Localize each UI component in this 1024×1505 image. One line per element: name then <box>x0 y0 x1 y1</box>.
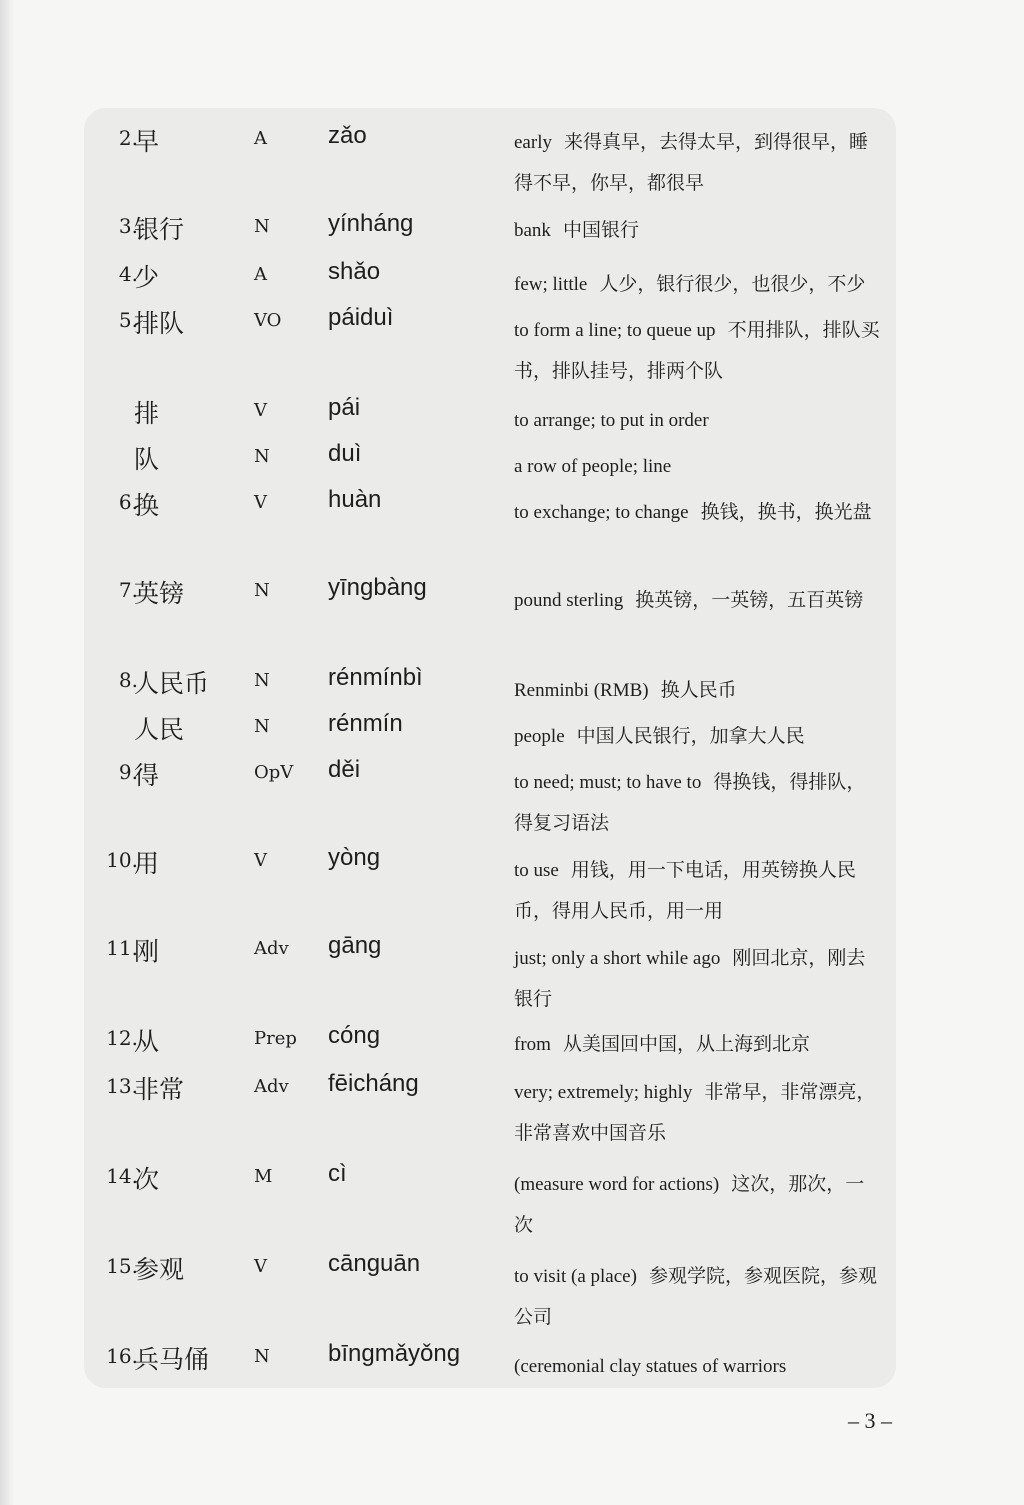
entry-hanzi: 次 <box>134 1165 160 1194</box>
entry-hanzi: 参观 <box>134 1255 185 1284</box>
entry-part-of-speech: OpV <box>254 762 294 783</box>
entry-hanzi: 排 <box>134 399 160 428</box>
definition-examples: 来得真早，去得太早，到得很早，睡得不早，你早，都很早 <box>514 131 868 194</box>
entry-hanzi: 刚 <box>134 937 160 966</box>
definition-english: a row of people; line <box>514 456 672 477</box>
entry-part-of-speech: V <box>254 400 267 421</box>
definition-examples: 中国人民银行，加拿大人民 <box>576 725 805 747</box>
entry-number: 13. <box>106 1074 138 1098</box>
definition-english: to visit (a place) <box>514 1266 637 1287</box>
definition-examples: 非常早，非常漂亮，非常喜欢中国音乐 <box>514 1081 876 1144</box>
entry-number: 6. <box>118 490 138 514</box>
entry-part-of-speech: N <box>254 1346 270 1367</box>
definition-examples: 从美国回中国，从上海到北京 <box>562 1033 810 1055</box>
entry-part-of-speech: Prep <box>254 1028 297 1049</box>
entry-number <box>102 394 138 398</box>
entry-pinyin: rénmín <box>328 710 403 737</box>
entry-definition <box>514 1250 882 1338</box>
entry-part-of-speech: Adv <box>254 938 289 959</box>
definition-english: (measure word for actions) <box>514 1174 720 1195</box>
page-edge-shadow <box>0 0 14 1505</box>
definition-examples: 用钱，用一下电话，用英镑换人民币，得用人民币，用一用 <box>514 859 856 922</box>
entry-number <box>102 440 138 444</box>
definition-examples: 刚回北京，刚去银行 <box>514 947 866 1010</box>
entry-definition <box>514 1340 882 1387</box>
entry-part-of-speech: V <box>254 492 267 513</box>
vocabulary-panel <box>84 108 896 1388</box>
entry-part-of-speech: A <box>254 264 267 285</box>
definition-english: to exchange; to change <box>514 502 689 523</box>
entry-definition <box>514 710 882 757</box>
entry-pinyin: bīngmǎyǒng <box>328 1340 461 1367</box>
entry-definition <box>514 394 882 441</box>
entry-pinyin: yòng <box>328 844 381 871</box>
entry-hanzi: 人民 <box>134 715 185 744</box>
entry-part-of-speech: N <box>254 580 270 601</box>
definition-examples: 换英镑，一英镑，五百英镑 <box>635 589 864 611</box>
entry-pinyin: gāng <box>328 932 382 959</box>
entry-pinyin: zǎo <box>328 122 367 149</box>
entry-number: 10. <box>106 848 138 872</box>
definition-english: from <box>514 1034 551 1055</box>
entry-number: 8. <box>118 668 138 692</box>
entry-part-of-speech: VO <box>254 310 282 331</box>
entry-definition <box>514 1066 882 1154</box>
entry-pinyin: cóng <box>328 1022 381 1049</box>
entry-hanzi: 从 <box>134 1027 160 1056</box>
entry-number: 5. <box>118 308 138 332</box>
definition-examples: 这次，那次，一次 <box>514 1173 865 1236</box>
entry-hanzi: 英镑 <box>134 579 185 608</box>
definition-examples: 中国银行 <box>562 219 639 241</box>
definition-english: early <box>514 132 552 153</box>
entry-hanzi: 用 <box>134 849 160 878</box>
entry-number: 12. <box>106 1026 138 1050</box>
entry-definition <box>514 1158 882 1246</box>
definition-english: few; little <box>514 274 588 295</box>
entry-hanzi: 人民币 <box>134 669 210 698</box>
entry-number: 11. <box>106 936 138 960</box>
entry-pinyin: shǎo <box>328 258 381 285</box>
definition-english: to form a line; to queue up <box>514 320 716 341</box>
entry-hanzi: 银行 <box>134 215 185 244</box>
entry-part-of-speech: N <box>254 216 270 237</box>
entry-number: 7. <box>118 578 138 602</box>
entry-definition <box>514 486 882 533</box>
entry-pinyin: rénmínbì <box>328 664 423 691</box>
entry-hanzi: 换 <box>134 491 160 520</box>
entry-part-of-speech: M <box>254 1166 273 1187</box>
entry-hanzi: 非常 <box>134 1075 185 1104</box>
entry-definition <box>514 844 882 932</box>
entry-number: 4. <box>118 262 138 286</box>
definition-english: bank <box>514 220 551 241</box>
entry-part-of-speech: V <box>254 1256 267 1277</box>
entry-number: 9. <box>118 760 138 784</box>
entry-part-of-speech: V <box>254 850 267 871</box>
entry-definition <box>514 756 882 844</box>
definition-english: pound sterling <box>514 590 624 611</box>
entry-part-of-speech: N <box>254 446 270 467</box>
definition-english: to need; must; to have to <box>514 772 702 793</box>
entry-hanzi: 排队 <box>134 309 185 338</box>
entry-hanzi: 队 <box>134 445 160 474</box>
entry-pinyin: páiduì <box>328 304 394 331</box>
definition-english: people <box>514 726 565 747</box>
definition-english: very; extremely; highly <box>514 1082 693 1103</box>
definition-examples: 参观学院，参观医院，参观公司 <box>514 1265 877 1328</box>
entry-definition <box>514 304 882 392</box>
entry-number: 15. <box>106 1254 138 1278</box>
entry-definition <box>514 116 882 204</box>
entry-definition <box>514 574 882 621</box>
entry-pinyin: yínháng <box>328 210 414 237</box>
entry-definition <box>514 204 882 251</box>
entry-number: 2. <box>118 126 138 150</box>
definition-examples: 换人民币 <box>660 679 737 701</box>
entry-number: 16. <box>106 1344 138 1368</box>
definition-english: Renminbi (RMB) <box>514 680 649 701</box>
entry-definition <box>514 932 882 1020</box>
entry-part-of-speech: N <box>254 716 270 737</box>
entry-part-of-speech: N <box>254 670 270 691</box>
definition-english: to arrange; to put in order <box>514 410 709 431</box>
entry-number: 14. <box>106 1164 138 1188</box>
entry-pinyin: cì <box>328 1160 347 1187</box>
definition-english: (ceremonial clay statues of warriors <box>514 1356 787 1377</box>
entry-pinyin: duì <box>328 440 362 467</box>
entry-hanzi: 少 <box>134 263 160 292</box>
page-number: – 3 – <box>848 1408 892 1433</box>
definition-examples: 得换钱，得排队，得复习语法 <box>514 771 866 834</box>
entry-number: 3. <box>118 214 138 238</box>
entry-pinyin: děi <box>328 756 361 783</box>
definition-examples: 不用排队，排队买书，排队挂号，排两个队 <box>514 319 880 382</box>
entry-number <box>102 710 138 714</box>
entry-definition <box>514 1018 882 1065</box>
definition-examples: 换钱，换书，换光盘 <box>700 501 872 523</box>
entry-hanzi: 得 <box>134 761 160 790</box>
entry-pinyin: cānguān <box>328 1250 421 1277</box>
entry-definition <box>514 664 882 711</box>
entry-pinyin: yīngbàng <box>328 574 427 601</box>
entry-hanzi: 早 <box>134 127 160 156</box>
entry-part-of-speech: Adv <box>254 1076 289 1097</box>
entry-definition <box>514 258 882 305</box>
entry-pinyin: fēicháng <box>328 1070 419 1097</box>
definition-english: just; only a short while ago <box>514 948 721 969</box>
entry-part-of-speech: A <box>254 128 267 149</box>
entry-definition <box>514 440 882 487</box>
definition-examples: 人少，银行很少，也很少，不少 <box>599 273 866 295</box>
entry-pinyin: pái <box>328 394 361 421</box>
definition-english: to use <box>514 860 559 881</box>
entry-hanzi: 兵马俑 <box>134 1345 210 1374</box>
entry-pinyin: huàn <box>328 486 382 513</box>
